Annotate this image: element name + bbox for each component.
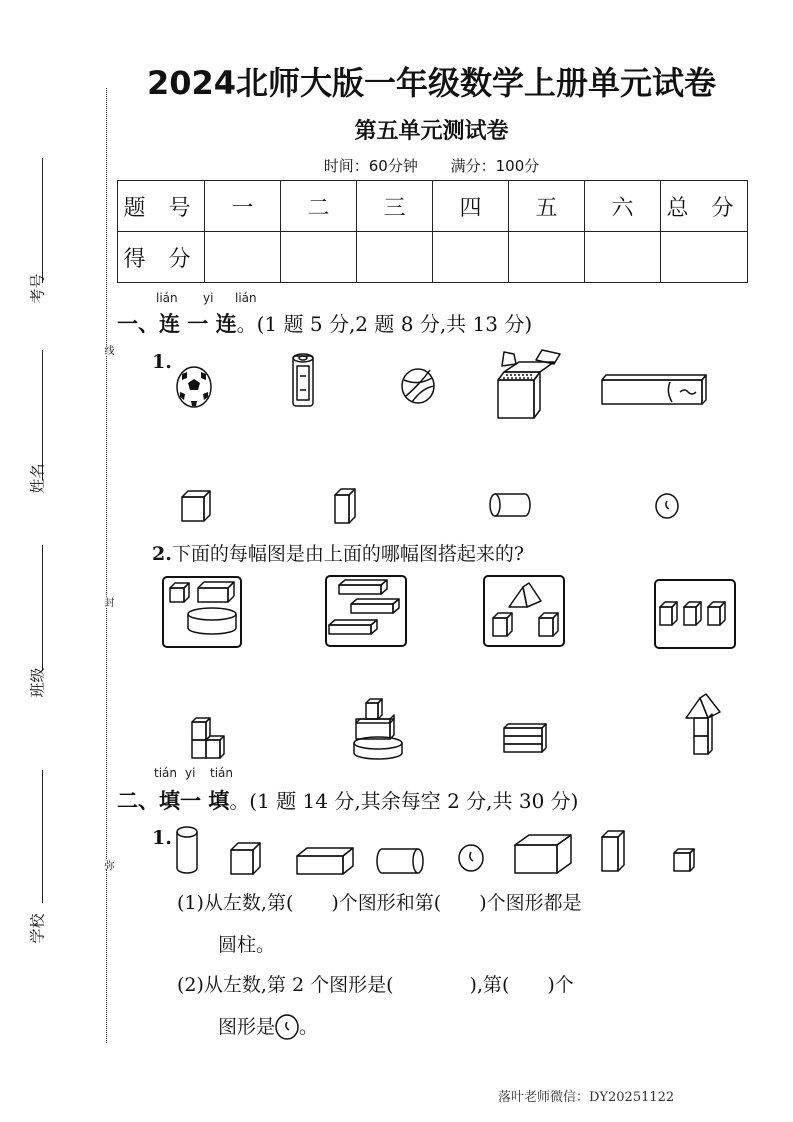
s2-q1-sub2-line2-text: 图形是 [218, 1016, 276, 1038]
footer-watermark: 落叶老师微信：DY20251122 [498, 1090, 675, 1105]
name-line[interactable] [42, 350, 43, 480]
s2-q1-number: 1. [152, 827, 172, 849]
row-header-score: 得 分 [118, 232, 205, 283]
section1-pinyin-1: lián [156, 291, 178, 305]
section1-title: 一、连 一 连 [117, 312, 237, 336]
section2-points: 。(1 题 14 分,其余每空 2 分,共 30 分) [229, 789, 579, 813]
basketball-icon[interactable] [400, 366, 440, 406]
s2-q1-sub2-line2 [218, 1012, 318, 1039]
shape-1-cylinder-upright-icon[interactable] [172, 824, 202, 876]
score-cell-4[interactable] [433, 232, 509, 283]
cuboid-shape-icon[interactable] [333, 487, 357, 525]
binding-dotted-line [106, 88, 107, 1043]
shape-5-sphere-icon[interactable] [457, 843, 485, 873]
col-5: 五 [509, 181, 585, 232]
set-three-cubes-icon[interactable] [654, 579, 736, 649]
page-subtitle: 第五单元测试卷 [354, 119, 509, 144]
build-tower-icon[interactable] [350, 695, 408, 761]
cube-shape-icon[interactable] [180, 487, 212, 523]
s1-q2-text: 下面的每幅图是由上面的哪幅图搭起来的? [171, 543, 525, 565]
name-label: 姓名 [28, 463, 47, 494]
shape-6-cuboid-large-icon[interactable] [513, 833, 573, 875]
football-icon[interactable] [174, 365, 214, 409]
answer-blank-3[interactable] [475, 972, 580, 998]
score-cell-3[interactable] [357, 232, 433, 283]
binding-mark-seal: 封 [102, 597, 113, 607]
cylinder-shape-icon[interactable] [488, 492, 532, 518]
answer-blank-4[interactable] [637, 972, 697, 998]
period: 。 [299, 1016, 319, 1038]
class-label: 班级 [28, 667, 47, 698]
sphere-shape-icon[interactable] [655, 493, 679, 519]
score-cell-5[interactable] [509, 232, 585, 283]
score-cell-6[interactable] [585, 232, 661, 283]
build-house-icon[interactable] [684, 694, 728, 758]
school-line[interactable] [42, 770, 43, 903]
section1-heading [117, 308, 532, 338]
full-score: 满分：100分 [450, 157, 540, 175]
class-line[interactable] [42, 545, 43, 670]
exam-meta [0, 155, 793, 176]
score-cell-total[interactable] [661, 232, 748, 283]
school-label: 学校 [28, 913, 47, 944]
score-table [117, 180, 748, 283]
shape-4-cylinder-lying-icon[interactable] [376, 846, 426, 876]
row-header-question: 题 号 [118, 181, 205, 232]
s2-q1-sub1-line1: (1)从左数,第( )个图形和第( )个图形都是 [177, 892, 582, 914]
score-table-score-row [118, 232, 748, 283]
section2-heading [117, 785, 578, 815]
s2-q1-sub2-line1: (2)从左数,第 2 个图形是( ),第( )个 [177, 974, 574, 996]
score-table-header-row [118, 181, 748, 232]
section1-pinyin-2: yi [203, 291, 214, 305]
section2-pinyin-3: tián [210, 766, 233, 780]
col-2: 二 [281, 181, 357, 232]
build-l-shape-icon[interactable] [190, 716, 236, 760]
page-title: 2024北师大版一年级数学上册单元试卷 [146, 64, 717, 102]
s1-q1-number: 1. [152, 351, 172, 373]
shape-8-cube-small-icon[interactable] [672, 847, 696, 873]
time-limit: 时间：60分钟 [323, 157, 418, 175]
s2-q1-sub1-line2: 圆柱。 [218, 934, 276, 956]
score-cell-1[interactable] [205, 232, 281, 283]
binding-mark-line: 线 [102, 345, 113, 355]
col-1: 一 [205, 181, 281, 232]
tea-can-icon[interactable] [291, 352, 315, 408]
set-cube-cuboid-cylinder-icon[interactable] [162, 576, 242, 648]
binding-mark-close: 弥 [102, 860, 113, 870]
col-4: 四 [433, 181, 509, 232]
s1-q2 [152, 539, 524, 566]
col-6: 六 [585, 181, 661, 232]
section2-pinyin-2: yi [185, 766, 196, 780]
student-id-label: 考号 [28, 273, 47, 304]
long-box-icon[interactable] [600, 372, 708, 406]
col-3: 三 [357, 181, 433, 232]
set-three-cuboids-icon[interactable] [325, 575, 407, 647]
section2-pinyin-1: tián [154, 766, 177, 780]
open-box-icon[interactable] [494, 346, 564, 422]
build-stacked-cuboids-icon[interactable] [502, 722, 548, 756]
shape-3-cuboid-flat-icon[interactable] [295, 846, 355, 876]
sphere-inline-icon [275, 1014, 299, 1038]
section1-pinyin-3: lián [235, 291, 257, 305]
shape-7-cuboid-tall-icon[interactable] [600, 829, 626, 873]
section2-title: 二、填一 填 [117, 789, 230, 813]
answer-blank-1[interactable] [336, 890, 388, 916]
set-prism-two-cubes-icon[interactable] [483, 575, 565, 647]
col-total: 总 分 [661, 181, 748, 232]
student-id-line[interactable] [42, 158, 43, 283]
answer-blank-2[interactable] [545, 890, 597, 916]
s1-q2-number: 2. [152, 543, 172, 565]
section1-points: 。(1 题 5 分,2 题 8 分,共 13 分) [236, 312, 533, 336]
shape-2-cube-icon[interactable] [228, 840, 264, 876]
score-cell-2[interactable] [281, 232, 357, 283]
